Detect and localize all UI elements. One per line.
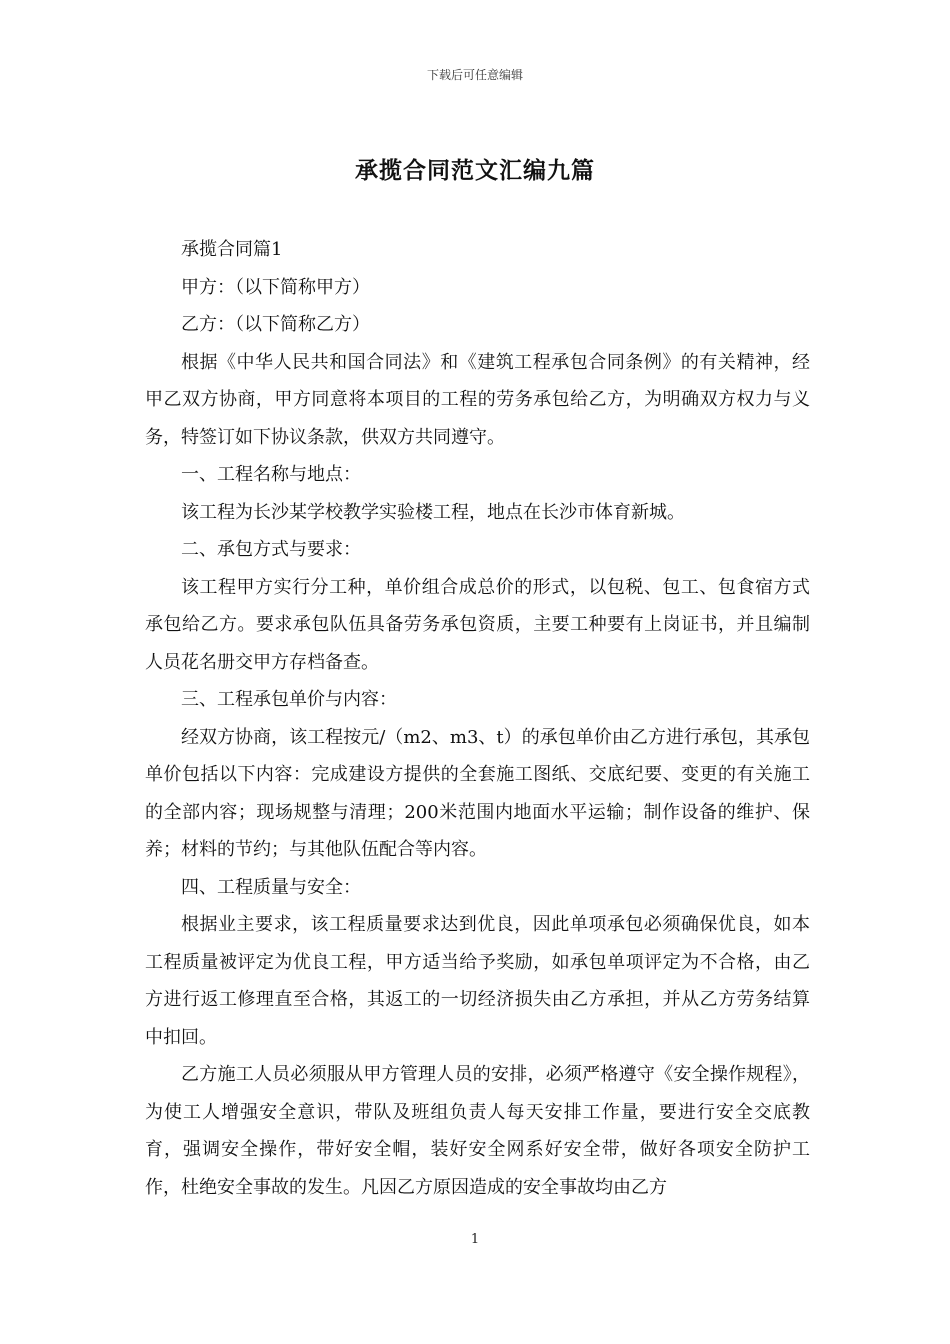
clause-paragraph: 经双方协商，该工程按元/（m2、m3、t）的承包单价由乙方进行承包，其承包单价包括以下内容：完成建设方提供的全套施工图纸、交底纪要、变更的有关施工的全部内容；现场规整与清理；200米范围内地面水平运输；制作设备的维护、保养；材料的节约；与其他队伍配合等内容。 bbox=[145, 726, 810, 860]
document-body bbox=[145, 231, 810, 1206]
clause-heading: 四、工程质量与安全： bbox=[181, 876, 361, 898]
clause-heading: 三、工程承包单价与内容： bbox=[181, 689, 397, 710]
page-number: 1 bbox=[470, 1232, 480, 1247]
party-b-line: 乙方：（以下简称乙方） bbox=[181, 314, 370, 335]
document-title: 承揽合同范文汇编九篇 bbox=[355, 158, 595, 184]
clause-paragraph: 该工程甲方实行分工种，单价组合成总价的形式，以包税、包工、包食宿方式承包给乙方。要求承包队伍具备劳务承包资质，主要工种要有上岗证书，并且编制人员花名册交甲方存档备查。 bbox=[145, 576, 810, 673]
clause-paragraph: 乙方施工人员必须服从甲方管理人员的安排，必须严格遵守《安全操作规程》，为使工人增强安全意识，带队及班组负责人每天安排工作量，要进行安全交底教育，强调安全操作，带好安全帽，装好安全网系好安全带，做好各项安全防护工作，杜绝安全事故的发生。凡因乙方原因造成的安全事故均由乙方 bbox=[145, 1064, 810, 1198]
clause-heading: 一、工程名称与地点： bbox=[181, 464, 361, 485]
section-heading: 承揽合同篇1 bbox=[181, 239, 283, 260]
clause-heading: 二、承包方式与要求： bbox=[181, 539, 361, 560]
clause-paragraph: 根据业主要求，该工程质量要求达到优良，因此单项承包必须确保优良，如本工程质量被评定为优良工程，甲方适当给予奖励，如承包单项评定为不合格，由乙方进行返工修理直至合格，其返工的一切经济损失由乙方承担，并从乙方劳务结算中扣回。 bbox=[145, 914, 810, 1048]
header-note: 下载后可任意编辑 bbox=[426, 68, 523, 82]
party-a-line: 甲方：（以下简称甲方） bbox=[181, 276, 370, 298]
preamble-paragraph: 根据《中华人民共和国合同法》和《建筑工程承包合同条例》的有关精神，经甲乙双方协商，甲方同意将本项目的工程的劳务承包给乙方，为明确双方权力与义务，特签订如下协议条款，供双方共同遵守。 bbox=[145, 351, 810, 448]
clause-paragraph: 该工程为长沙某学校教学实验楼工程，地点在长沙市体育新城。 bbox=[181, 501, 685, 523]
